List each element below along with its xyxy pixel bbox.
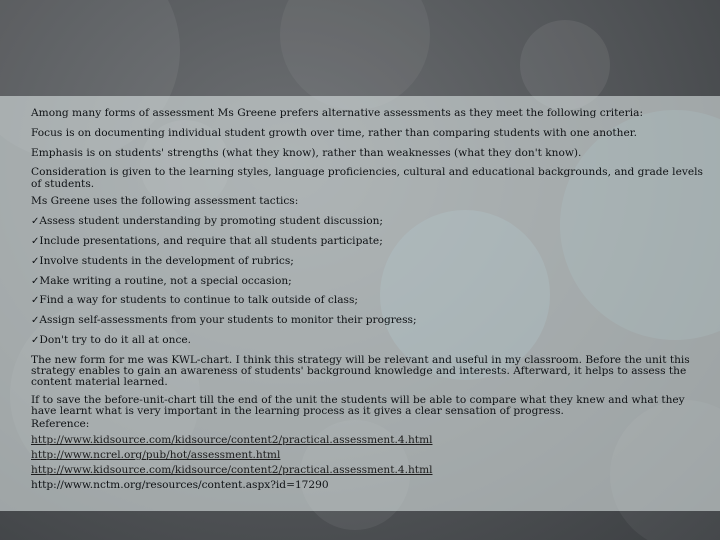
save-paragraph: If to save the before-unit-chart till the end of the unit the students will be able to compare what they knew and what they have learnt what is very important in the learning process as it gives a clear sensation of progress.: [31, 393, 685, 418]
checkmark-icon: ✓: [31, 235, 40, 247]
tactic-item: [31, 276, 703, 287]
tactic-label: Make writing a routine, not a special occasion;: [39, 274, 292, 287]
criterion-3: Consideration is given to the learning styles, language proficiencies, cultural and educational backgrounds, and grade levels of students.: [31, 166, 703, 190]
criterion-2: Emphasis is on students' strengths (what they know), rather than weaknesses (what they don't know).: [31, 146, 582, 159]
checkmark-icon: ✓: [31, 255, 40, 267]
checkmark-icon: ✓: [31, 315, 40, 327]
tactic-label: Involve students in the development of rubrics;: [39, 254, 294, 267]
tactic-item: [31, 216, 703, 227]
tactic-label: Assess student understanding by promoting student discussion;: [39, 215, 383, 228]
criterion-1: Focus is on documenting individual student growth over time, rather than comparing students with one another.: [31, 126, 638, 139]
reference-link[interactable]: http://www.kidsource.com/kidsource/content2/practical.assessment.4.html: [31, 433, 433, 446]
decor-circle: [280, 0, 430, 110]
reference-link[interactable]: http://www.kidsource.com/kidsource/content2/practical.assessment.4.html: [31, 463, 433, 476]
checkmark-icon: ✓: [31, 295, 40, 307]
checkmark-icon: ✓: [31, 334, 40, 346]
tactic-label: Don't try to do it all at once.: [39, 333, 192, 346]
checkmark-icon: ✓: [31, 275, 40, 287]
tactic-label: Include presentations, and require that all students participate;: [39, 234, 383, 247]
reference-link[interactable]: http://www.ncrel.org/pub/hot/assessment.html: [31, 448, 281, 461]
tactic-label: Find a way for students to continue to talk outside of class;: [39, 294, 358, 307]
intro-text: Among many forms of assessment Ms Greene prefers alternative assessments as they meet the following criteria:: [31, 107, 644, 119]
tactics-intro: Ms Greene uses the following assessment tactics:: [31, 195, 299, 208]
reference-plain: http://www.nctm.org/resources/content.aspx?id=17290: [31, 479, 329, 492]
tactic-label: Assign self-assessments from your students to monitor their progress;: [39, 314, 417, 327]
tactic-item: [31, 256, 703, 267]
checkmark-icon: ✓: [31, 216, 40, 228]
tactic-item: [31, 295, 703, 306]
slide-content: [31, 108, 703, 491]
tactic-item: [31, 236, 703, 247]
tactic-item: [31, 335, 703, 346]
reference-label: Reference:: [31, 418, 90, 431]
tactic-item: [31, 315, 703, 326]
kwl-paragraph: The new form for me was KWL-chart. I think this strategy will be relevant and useful in my classroom. Before the unit this strategy enables to gain an awareness of students' background knowledge and interests. Afterward, it helps to assess the content material learned.: [31, 353, 690, 389]
